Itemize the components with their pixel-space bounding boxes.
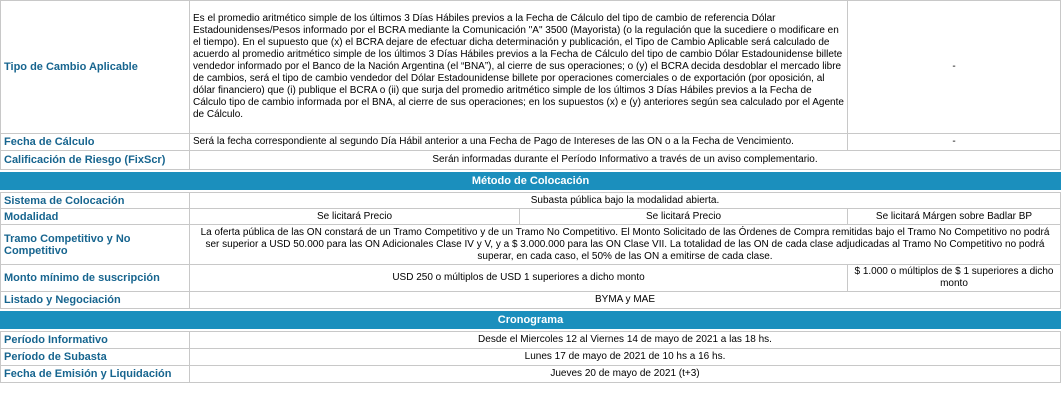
row-tramo bbox=[1, 225, 1061, 265]
text-listado: BYMA y MAE bbox=[190, 292, 1061, 309]
label-sistema: Sistema de Colocación bbox=[1, 193, 190, 209]
text-tramo: La oferta pública de las ON constará de un Tramo Competitivo y de un Tramo No Competitivo. El Monto Solicitado de las Órdenes de Compra remitidas bajo el Tramo No Competitivo no podrá ser superior a USD 50.000 para las ON Adicionales Clase IV y V, y a $ 3.000.000 para las ON Clase VII. La totalidad de las ON de cada clase adjudicadas al Tramo No Competitivo no podrá superar, en cada caso, el 50% de las ON a emitirse de cada clase. bbox=[190, 225, 1061, 265]
row-sistema bbox=[1, 193, 1061, 209]
metodo-header: Método de Colocación bbox=[1, 173, 1061, 190]
row-monto bbox=[1, 265, 1061, 292]
label-monto: Monto mínimo de suscripción bbox=[1, 265, 190, 292]
modalidad-col2: Se licitará Precio bbox=[520, 209, 848, 225]
text-periodo-subasta: Lunes 17 de mayo de 2021 de 10 hs a 16 hs. bbox=[190, 349, 1061, 366]
text-periodo-informativo: Desde el Miercoles 12 al Viernes 14 de mayo de 2021 a las 18 hs. bbox=[190, 332, 1061, 349]
label-periodo-informativo: Período Informativo bbox=[1, 332, 190, 349]
text-fecha-emision: Jueves 20 de mayo de 2021 (t+3) bbox=[190, 366, 1061, 383]
label-modalidad: Modalidad bbox=[1, 209, 190, 225]
modalidad-col3: Se licitará Márgen sobre Badlar BP bbox=[848, 209, 1061, 225]
row-periodo-informativo bbox=[1, 332, 1061, 349]
text-monto: USD 250 o múltiplos de USD 1 superiores a dicho monto bbox=[190, 265, 848, 292]
label-tramo: Tramo Competitivo y No Competitivo bbox=[1, 225, 190, 265]
row-modalidad bbox=[1, 209, 1061, 225]
extra-monto: $ 1.000 o múltiplos de $ 1 superiores a dicho monto bbox=[848, 265, 1061, 292]
label-fecha-calculo: Fecha de Cálculo bbox=[1, 134, 190, 151]
extra-tipo-cambio: - bbox=[848, 1, 1061, 134]
row-listado bbox=[1, 292, 1061, 309]
section-header-cronograma bbox=[1, 312, 1061, 329]
label-calificacion: Calificación de Riesgo (FixScr) bbox=[1, 151, 190, 170]
label-fecha-emision: Fecha de Emisión y Liquidación bbox=[1, 366, 190, 383]
label-periodo-subasta: Período de Subasta bbox=[1, 349, 190, 366]
text-fecha-calculo: Será la fecha correspondiente al segundo Día Hábil anterior a una Fecha de Pago de Intereses de las ON o a la Fecha de Vencimiento. bbox=[190, 134, 848, 151]
text-sistema: Subasta pública bajo la modalidad abierta. bbox=[190, 193, 1061, 209]
row-fecha-emision bbox=[1, 366, 1061, 383]
label-listado: Listado y Negociación bbox=[1, 292, 190, 309]
extra-fecha-calculo: - bbox=[848, 134, 1061, 151]
cronograma-header: Cronograma bbox=[1, 312, 1061, 329]
row-fecha-calculo bbox=[1, 134, 1061, 151]
text-calificacion: Serán informadas durante el Período Informativo a través de un aviso complementario. bbox=[190, 151, 1061, 170]
row-tipo-cambio bbox=[1, 1, 1061, 134]
label-tipo-cambio: Tipo de Cambio Aplicable bbox=[1, 1, 190, 134]
text-tipo-cambio: Es el promedio aritmético simple de los últimos 3 Días Hábiles previos a la Fecha de Cálculo del tipo de cambio de referencia Dólar Estadounidenses/Pesos informado por el BCRA mediante la Comunicación "A" 3500 (Mayorista) (o la regulación que la sucediere o modificare en el tiempo). En el supuesto que (x) el BCRA dejare de efectuar dicha determinación y publicación, el Tipo de Cambio Aplicable será calculado de acuerdo al promedio aritmético simple de los últimos 3 Días Hábiles previos a la Fecha de Cálculo del tipo de cambio Dólar Estadounidense billete vendedor informado por el Banco de la Nación Argentina (el “BNA”), al cierre de sus operaciones; o (y) el BCRA decida desdoblar el mercado libre de cambios, será el tipo de cambio vendedor del Dólar Estadounidense billete por operaciones comerciales o de exportación (por oposición, al dólar financiero) que (i) publique el BCRA o (ii) que surja del promedio aritmético simple de los últimos 3 Días Hábiles previos a la Fecha de Cálculo tipo de cambio informada por el BNA, al cierre de sus operaciones; en los supuestos (x) e (y) anteriores según sea calculado por el Agente de Cálculo. bbox=[190, 1, 848, 134]
row-calificacion bbox=[1, 151, 1061, 170]
row-periodo-subasta bbox=[1, 349, 1061, 366]
section-header-metodo bbox=[1, 173, 1061, 190]
modalidad-col1: Se licitará Precio bbox=[190, 209, 520, 225]
